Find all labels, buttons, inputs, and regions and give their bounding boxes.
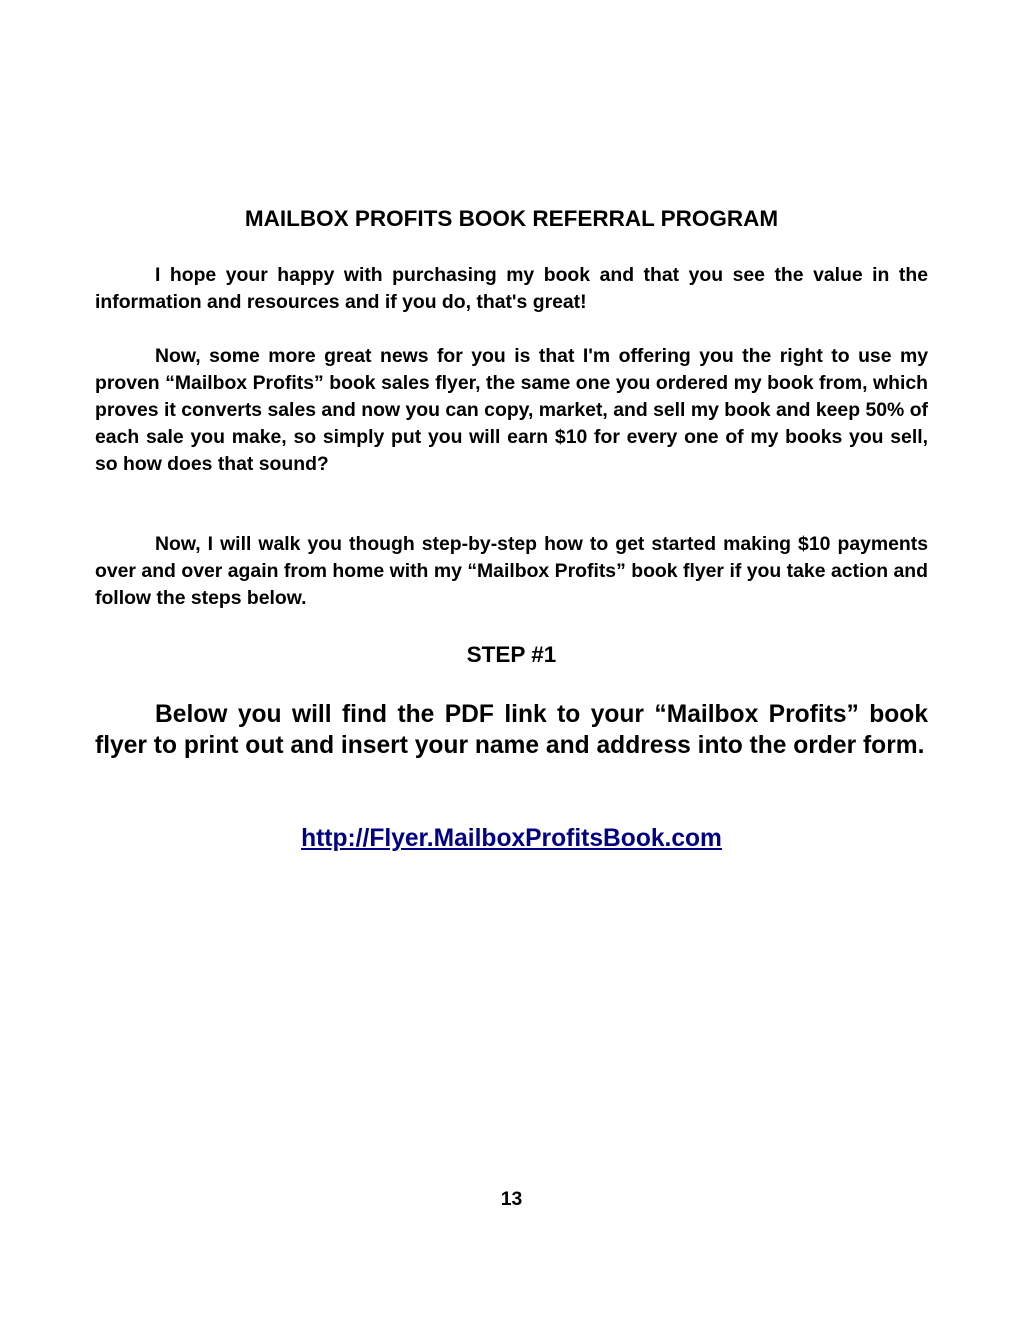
page-number: 13 [500, 1188, 523, 1210]
intro-paragraph: I hope your happy with purchasing my book and that you see the value in the information and resources and if you do, that's great! [95, 264, 928, 313]
page-title: MAILBOX PROFITS BOOK REFERRAL PROGRAM [244, 206, 779, 231]
flyer-link[interactable]: http://Flyer.MailboxProfitsBook.com [301, 825, 722, 852]
step-instructions: Below you will find the PDF link to your “Mailbox Profits” book flyer to print out and insert your name and address into the order form. [95, 701, 928, 759]
flyer-link-line [95, 823, 928, 855]
offer-paragraph: Now, some more great news for you is that I'm offering you the right to use my proven “Mailbox Profits” book sales flyer, the same one you ordered my book from, which proves it converts sales and now you can copy, market, and sell my book and keep 50% of each sale you make, so simply put you will earn $10 for every one of my books you sell, so how does that sound? [95, 345, 928, 475]
step-heading: STEP #1 [466, 642, 557, 667]
walkthrough-paragraph: Now, I will walk you though step-by-step how to get started making $10 payments over and over again from home with my “Mailbox Profits” book flyer if you take action and follow the steps below. [95, 533, 928, 609]
